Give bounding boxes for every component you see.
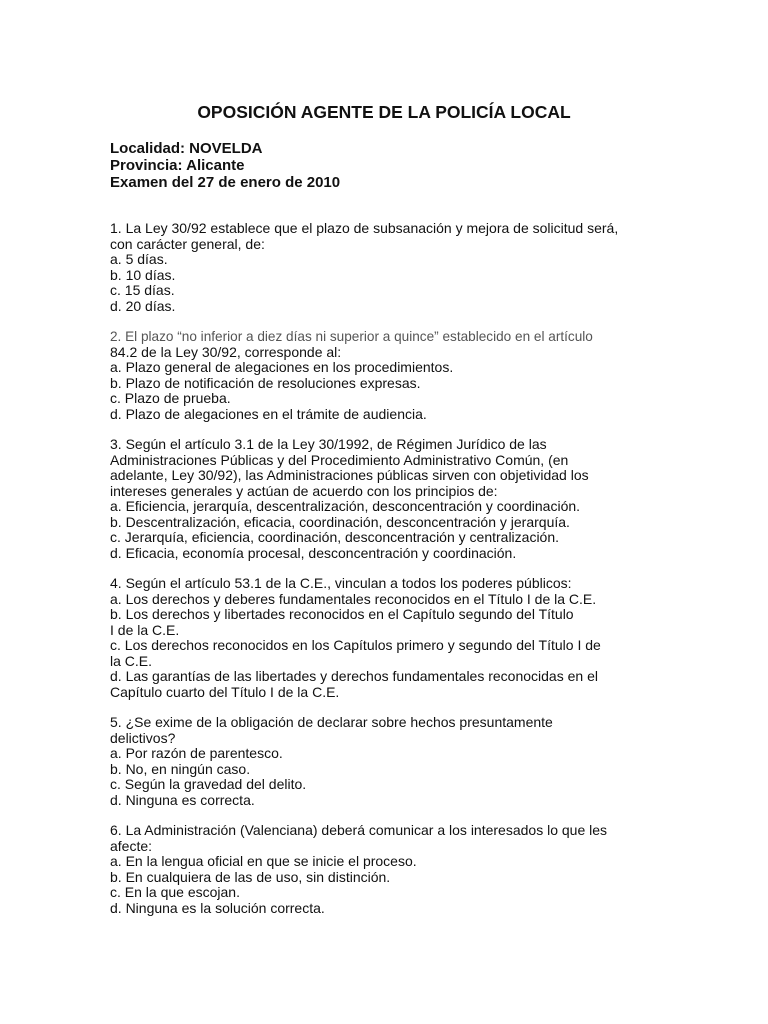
question-stem: 1. La Ley 30/92 establece que el plazo de subsanación y mejora de solicitud será, con carácter general, de: — [110, 220, 619, 252]
option-a: a. Los derechos y deberes fundamentales reconocidos en el Título I de la C.E. — [110, 590, 597, 607]
option-d: d. 20 días. — [110, 297, 176, 314]
question-1 — [110, 221, 670, 314]
question-4 — [110, 576, 670, 700]
question-2 — [110, 329, 670, 422]
option-b: b. Descentralización, eficacia, coordinación, desconcentración y jerarquía. — [110, 513, 570, 530]
question-6 — [110, 823, 670, 916]
option-a: a. 5 días. — [110, 251, 168, 267]
question-stem: 4. Según el artículo 53.1 de la C.E., vinculan a todos los poderes públicos: — [110, 575, 572, 591]
question-list — [110, 221, 670, 931]
question-stem-first-line: 2. El plazo “no inferior a diez días ni superior a quince” establecido en el artículo — [110, 329, 593, 344]
locality-line: Localidad: NOVELDA — [110, 140, 263, 157]
option-d: d. Plazo de alegaciones en el trámite de audiencia. — [110, 405, 427, 422]
option-d: d. Eficacia, economía procesal, desconcentración y coordinación. — [110, 544, 517, 561]
option-b: b. 10 días. — [110, 266, 176, 283]
option-a: a. En la lengua oficial en que se inicie el proceso. — [110, 853, 417, 869]
option-b: b. En cualquiera de las de uso, sin distinción. — [110, 868, 391, 885]
question-stem: 6. La Administración (Valenciana) deberá comunicar a los interesados lo que les afecte: — [110, 822, 608, 854]
option-a: a. Plazo general de alegaciones en los procedimientos. — [110, 359, 454, 375]
option-c: c. Jerarquía, eficiencia, coordinación, desconcentración y centralización. — [110, 529, 560, 545]
question-stem: 84.2 de la Ley 30/92, corresponde al: — [110, 343, 342, 360]
page-title: OPOSICIÓN AGENTE DE LA POLICÍA LOCAL — [197, 102, 571, 122]
province-line: Provincia: Alicante — [110, 157, 245, 174]
option-b: b. No, en ningún caso. — [110, 760, 251, 777]
option-a: a. Por razón de parentesco. — [110, 745, 283, 761]
question-stem: 5. ¿Se exime de la obligación de declarar sobre hechos presuntamente delictivos? — [110, 714, 553, 746]
question-stem: 3. Según el artículo 3.1 de la Ley 30/1992, de Régimen Jurídico de las Administraciones Públicas y del Procedimiento Administrativo Común, (en adelante, Ley 30/92), las Administraciones públicas sirven con objetividad los intereses generales y actúan de acuerdo con los principios de: — [110, 436, 589, 499]
exam-date-line: Examen del 27 de enero de 2010 — [110, 174, 341, 191]
option-c: c. Plazo de prueba. — [110, 390, 231, 406]
exam-info — [110, 140, 340, 191]
option-c: c. Según la gravedad del delito. — [110, 776, 307, 792]
option-c: c. En la que escojan. — [110, 884, 240, 900]
option-a: a. Eficiencia, jerarquía, descentralización, desconcentración y coordinación. — [110, 498, 581, 514]
option-d: d. Ninguna es la solución correcta. — [110, 899, 325, 916]
option-b: b. Plazo de notificación de resoluciones expresas. — [110, 374, 421, 391]
option-c: c. Los derechos reconocidos en los Capítulos primero y segundo del Título I de la C.E. — [110, 637, 601, 669]
question-3 — [110, 437, 670, 561]
option-d: d. Ninguna es correcta. — [110, 791, 255, 808]
option-d: d. Las garantías de las libertades y derechos fundamentales reconocidas en el Capítulo cuarto del Título I de la C.E. — [110, 668, 598, 700]
question-5 — [110, 715, 670, 808]
option-c: c. 15 días. — [110, 282, 175, 298]
option-b: b. Los derechos y libertades reconocidos en el Capítulo segundo del Título I de la C.E. — [110, 606, 574, 638]
